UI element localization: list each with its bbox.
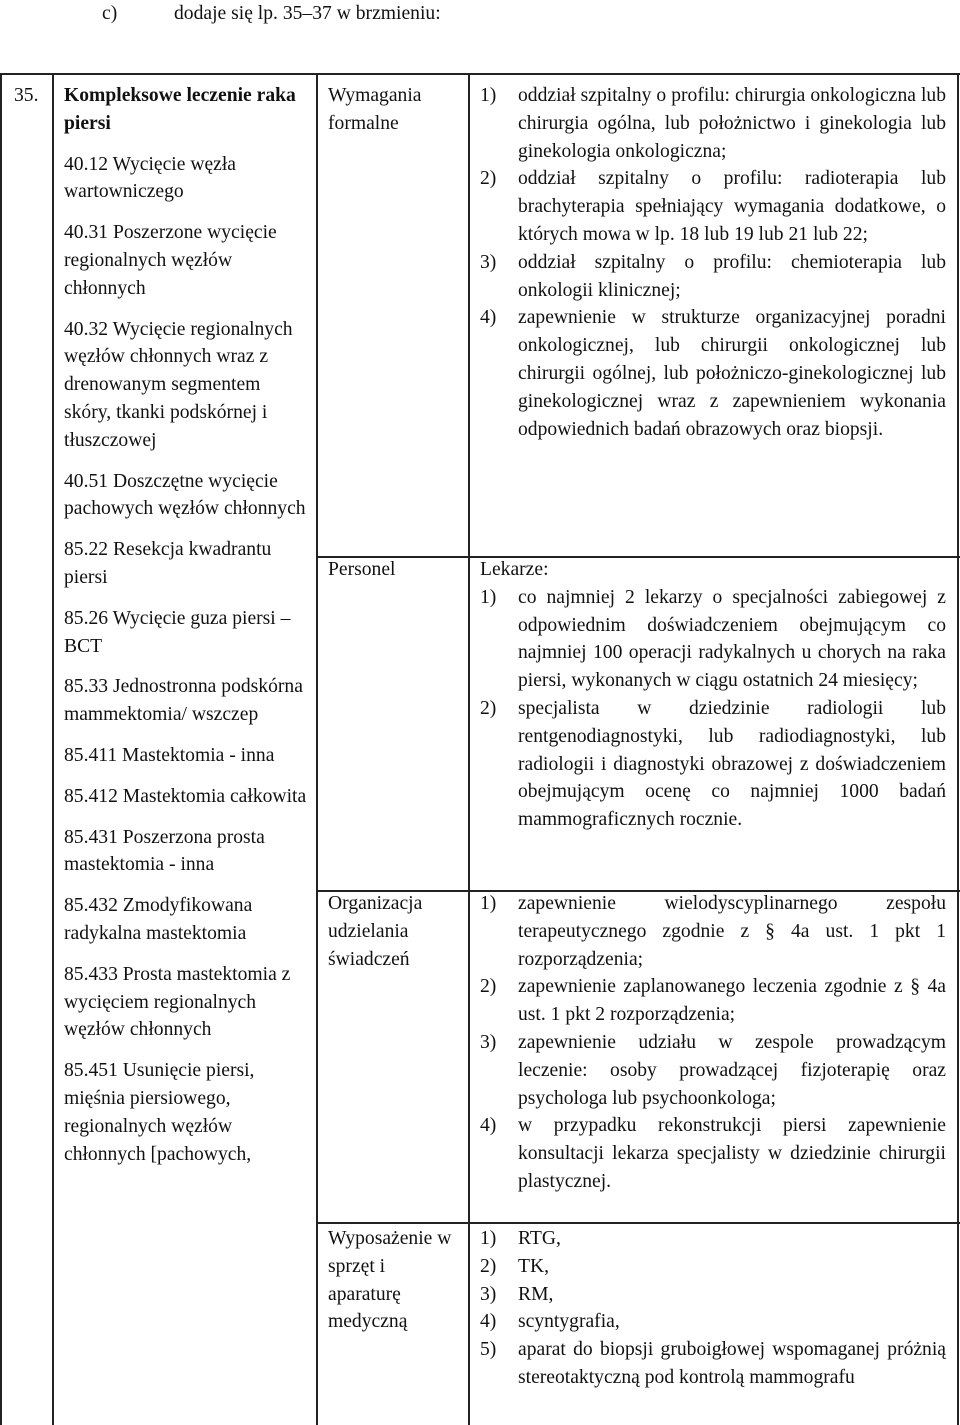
section-intro: Lekarze: — [480, 559, 549, 580]
procedure-item: 40.31 Poszerzone wycięcie regionalnych węzłów chłonnych — [64, 222, 277, 299]
item-number: 1) — [480, 85, 497, 106]
item-text: RTG, — [518, 1228, 561, 1249]
procedure-list — [64, 82, 309, 1181]
section-body-organization — [480, 890, 946, 1196]
requirement-item — [480, 1281, 946, 1309]
section-label-organization: Organizacja udzielania świadczeń — [328, 893, 423, 970]
item-number: 1) — [480, 586, 497, 608]
procedure-item: 40.12 Wycięcie węzła wartowniczego — [64, 153, 236, 203]
procedure-item: 85.431 Poszerzona prosta mastektomia - inna — [64, 826, 265, 876]
item-text: zapewnienie udziału w zespole prowadzącym leczenie: osoby prowadzącej fizjoterapię oraz psychologa lub psychoonkologa; — [518, 1031, 946, 1109]
amendment-marker: c) — [102, 3, 118, 24]
item-number: 2) — [480, 168, 497, 190]
requirement-item — [480, 165, 946, 248]
requirement-item — [480, 584, 946, 695]
requirement-item — [480, 1112, 946, 1195]
item-text: zapewnienie w strukturze organizacyjnej poradni onkologicznej, lub chirurgii onkologicznej lub chirurgii ogólnej, lub położniczo-ginekologicznej lub ginekologicznej wraz z zapewnieniem wykonania odpowiednich badań obrazowych oraz biopsji. — [518, 307, 946, 440]
requirement-item — [480, 249, 946, 305]
item-text: oddział szpitalny o profilu: chemioterapia lub onkologii klinicznej; — [518, 251, 946, 301]
procedure-item: 85.412 Mastektomia całkowita — [64, 785, 307, 807]
item-text: RM, — [518, 1283, 554, 1305]
item-text: zapewnienie wielodyscyplinarnego zespołu terapeutycznego zgodnie z § 4a ust. 1 pkt 1 rozporządzenia; — [518, 893, 946, 970]
table-right-border — [957, 73, 959, 1425]
section-body-formal — [480, 82, 946, 443]
item-text: oddział szpitalny o profilu: radioterapia lub brachyterapia spełniający wymagania dodatkowe, o których mowa w lp. 18 lub 19 lub 21 lub 22; — [518, 168, 946, 245]
procedure-title: Kompleksowe leczenie raka piersi — [64, 85, 296, 134]
procedure-item: 85.22 Resekcja kwadrantu piersi — [64, 539, 272, 588]
item-number: 4) — [480, 1115, 497, 1137]
col-divider-3 — [468, 73, 470, 1425]
item-number: 1) — [480, 1228, 497, 1249]
requirement-item — [480, 1336, 946, 1392]
item-text: scyntygrafia, — [518, 1311, 620, 1333]
item-text: oddział szpitalny o profilu: chirurgia onkologiczna lub chirurgia ogólna, lub położnictwo i ginekologia lub ginekologia onkologiczna; — [518, 85, 946, 162]
amendment-line — [102, 0, 441, 28]
item-number: 3) — [480, 1283, 497, 1305]
item-text: specjalista w dziedzinie radiologii lub rentgenodiagnostyki, lub radiodiagnostyki, lub radiologii i diagnostyki obrazowej z doświadczeniem obejmującym ocenę co najmniej 1000 badań mammograficznych rocznie. — [518, 697, 946, 831]
section-label-equipment: Wyposażenie w sprzęt i aparaturę medyczną — [328, 1228, 452, 1333]
section-divider-3 — [316, 1222, 960, 1224]
item-number: 2) — [480, 1255, 497, 1277]
item-number: 2) — [480, 976, 497, 998]
requirement-item — [480, 890, 946, 973]
item-number: 2) — [480, 697, 497, 719]
col-divider-1 — [52, 73, 54, 1425]
requirement-item — [480, 1308, 946, 1336]
requirement-item — [480, 973, 946, 1029]
row-number: 35. — [14, 85, 39, 106]
item-text: TK, — [518, 1255, 550, 1277]
item-number: 4) — [480, 307, 497, 329]
item-text: co najmniej 2 lekarzy o specjalności zabiegowej z odpowiednim doświadczeniem obejmującym co najmniej 100 operacji radykalnych u chorych na raka piersi, wykonanych w ciągu ostatnich 24 miesięcy; — [518, 586, 946, 692]
procedure-item: 40.51 Doszczętne wycięcie pachowych węzłów chłonnych — [64, 470, 306, 520]
item-number: 1) — [480, 893, 497, 914]
procedure-item: 85.411 Mastektomia - inna — [64, 744, 275, 766]
table-top-border — [0, 73, 960, 75]
requirement-item — [480, 1253, 946, 1281]
procedure-item: 40.32 Wycięcie regionalnych węzłów chłonnych wraz z drenowanym segmentem skóry, tkanki podskórnej i tłuszczowej — [64, 318, 293, 451]
requirement-item — [480, 695, 946, 834]
procedure-item: 85.26 Wycięcie guza piersi – BCT — [64, 607, 291, 657]
procedure-item: 85.33 Jednostronna podskórna mammektomia/ wszczep — [64, 676, 303, 726]
section-body-personnel — [480, 556, 946, 834]
item-text: w przypadku rekonstrukcji piersi zapewnienie konsultacji lekarza specjalisty w dziedzinie chirurgii plastycznej. — [518, 1115, 946, 1192]
col-divider-2 — [316, 73, 318, 1425]
item-text: aparat do biopsji gruboigłowej wspomaganej próżnią stereotaktyczną pod kontrolą mammografu — [518, 1339, 946, 1388]
item-number: 3) — [480, 1031, 497, 1053]
section-label-personnel: Personel — [328, 559, 396, 580]
item-number: 4) — [480, 1311, 497, 1333]
item-text: zapewnienie zaplanowanego leczenia zgodnie z § 4a ust. 1 pkt 2 rozporządzenia; — [518, 976, 946, 1026]
procedure-item: 85.451 Usunięcie piersi, mięśnia piersiowego, regionalnych węzłów chłonnych [pachowych, — [64, 1060, 255, 1165]
procedure-item: 85.433 Prosta mastektomia z wycięciem regionalnych węzłów chłonnych — [64, 963, 291, 1041]
amendment-text: dodaje się lp. 35–37 w brzmieniu: — [174, 3, 441, 24]
item-number: 3) — [480, 251, 497, 273]
table-left-border — [0, 73, 2, 1425]
section-body-equipment — [480, 1225, 946, 1392]
procedure-item: 85.432 Zmodyfikowana radykalna mastektomia — [64, 895, 253, 944]
requirement-item — [480, 1225, 946, 1253]
section-label-formal: Wymagania formalne — [328, 85, 422, 134]
requirement-item — [480, 304, 946, 443]
item-number: 5) — [480, 1339, 497, 1361]
requirement-item — [480, 1029, 946, 1112]
requirement-item — [480, 82, 946, 165]
